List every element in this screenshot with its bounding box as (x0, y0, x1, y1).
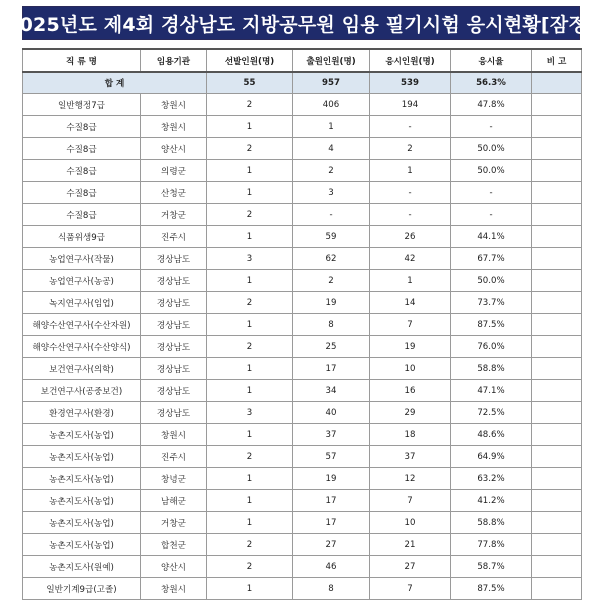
cell-attended: 29 (370, 402, 451, 424)
cell-agency: 양산시 (141, 138, 207, 160)
cell-note (532, 94, 582, 116)
cell-note (532, 138, 582, 160)
cell-selected: 1 (207, 160, 293, 182)
header-selected: 선발인원(명) (207, 49, 293, 72)
cell-rate: 58.7% (451, 556, 532, 578)
cell-applied: 17 (293, 490, 370, 512)
cell-agency: 창원시 (141, 94, 207, 116)
table-row (23, 468, 582, 490)
total-applied: 957 (293, 72, 370, 94)
table-body (23, 72, 582, 600)
total-rate: 56.3% (451, 72, 532, 94)
cell-attended: 16 (370, 380, 451, 402)
cell-rate: 50.0% (451, 270, 532, 292)
cell-rate: 47.1% (451, 380, 532, 402)
cell-note (532, 358, 582, 380)
table-row (23, 402, 582, 424)
cell-applied: 27 (293, 534, 370, 556)
title-banner (6, 6, 596, 40)
table-row (23, 556, 582, 578)
cell-selected: 2 (207, 446, 293, 468)
cell-note (532, 270, 582, 292)
cell-selected: 2 (207, 94, 293, 116)
cell-selected: 1 (207, 182, 293, 204)
cell-note (532, 116, 582, 138)
cell-job: 보건연구사(공중보건) (23, 380, 141, 402)
cell-rate: 73.7% (451, 292, 532, 314)
cell-rate: - (451, 204, 532, 226)
cell-note (532, 248, 582, 270)
cell-applied: 17 (293, 358, 370, 380)
cell-rate: 63.2% (451, 468, 532, 490)
cell-rate: 58.8% (451, 512, 532, 534)
table-row (23, 314, 582, 336)
cell-attended: 42 (370, 248, 451, 270)
cell-agency: 경상남도 (141, 292, 207, 314)
table-row (23, 160, 582, 182)
cell-note (532, 534, 582, 556)
cell-rate: - (451, 182, 532, 204)
table-header (23, 49, 582, 72)
cell-agency: 남해군 (141, 490, 207, 512)
cell-job: 보건연구사(의학) (23, 358, 141, 380)
cell-agency: 경상남도 (141, 380, 207, 402)
table-row (23, 512, 582, 534)
cell-agency: 거창군 (141, 512, 207, 534)
table-row (23, 116, 582, 138)
cell-note (532, 556, 582, 578)
header-note: 비 고 (532, 49, 582, 72)
cell-job: 해양수산연구사(수산자원) (23, 314, 141, 336)
cell-attended: 26 (370, 226, 451, 248)
table-row (23, 270, 582, 292)
header-job: 직 류 명 (23, 49, 141, 72)
cell-job: 일반기계9급(고졸) (23, 578, 141, 600)
cell-job: 식품위생9급 (23, 226, 141, 248)
total-selected: 55 (207, 72, 293, 94)
cell-applied: 37 (293, 424, 370, 446)
header-attended: 응시인원(명) (370, 49, 451, 72)
cell-attended: 2 (370, 138, 451, 160)
cell-job: 농촌지도사(농업) (23, 468, 141, 490)
header-rate: 응시율 (451, 49, 532, 72)
cell-agency: 경상남도 (141, 248, 207, 270)
cell-attended: - (370, 182, 451, 204)
cell-agency: 창녕군 (141, 468, 207, 490)
cell-applied: 19 (293, 468, 370, 490)
table-row (23, 578, 582, 600)
cell-applied: 34 (293, 380, 370, 402)
cell-selected: 2 (207, 138, 293, 160)
cell-job: 녹지연구사(임업) (23, 292, 141, 314)
cell-agency: 의령군 (141, 160, 207, 182)
cell-attended: 10 (370, 512, 451, 534)
cell-applied: 4 (293, 138, 370, 160)
total-label: 합 계 (23, 72, 207, 94)
cell-agency: 경상남도 (141, 336, 207, 358)
cell-selected: 1 (207, 226, 293, 248)
cell-note (532, 226, 582, 248)
cell-job: 농촌지도사(농업) (23, 446, 141, 468)
table-row (23, 182, 582, 204)
table-row (23, 380, 582, 402)
cell-note (532, 424, 582, 446)
cell-job: 수질8급 (23, 204, 141, 226)
table-row (23, 292, 582, 314)
cell-agency: 거창군 (141, 204, 207, 226)
cell-attended: 1 (370, 270, 451, 292)
cell-attended: 7 (370, 314, 451, 336)
cell-note (532, 314, 582, 336)
table-row (23, 490, 582, 512)
table-row (23, 138, 582, 160)
cell-selected: 1 (207, 116, 293, 138)
cell-rate: - (451, 116, 532, 138)
cell-rate: 87.5% (451, 314, 532, 336)
cell-applied: 62 (293, 248, 370, 270)
cell-job: 수질8급 (23, 182, 141, 204)
cell-attended: 12 (370, 468, 451, 490)
cell-job: 농촌지도사(농업) (23, 490, 141, 512)
header-row (23, 49, 582, 72)
cell-rate: 64.9% (451, 446, 532, 468)
cell-applied: 2 (293, 270, 370, 292)
cell-attended: 10 (370, 358, 451, 380)
cell-job: 농촌지도사(농업) (23, 512, 141, 534)
cell-note (532, 446, 582, 468)
cell-job: 수질8급 (23, 160, 141, 182)
total-row (23, 72, 582, 94)
cell-agency: 합천군 (141, 534, 207, 556)
total-attended: 539 (370, 72, 451, 94)
cell-rate: 47.8% (451, 94, 532, 116)
cell-attended: 27 (370, 556, 451, 578)
cell-applied: 3 (293, 182, 370, 204)
cell-note (532, 292, 582, 314)
cell-attended: 19 (370, 336, 451, 358)
cell-note (532, 468, 582, 490)
exam-status-table (22, 48, 582, 600)
cell-applied: 57 (293, 446, 370, 468)
cell-applied: 2 (293, 160, 370, 182)
cell-note (532, 336, 582, 358)
cell-applied: 17 (293, 512, 370, 534)
cell-note (532, 512, 582, 534)
table-row (23, 424, 582, 446)
cell-applied: 8 (293, 578, 370, 600)
cell-attended: - (370, 204, 451, 226)
cell-attended: 14 (370, 292, 451, 314)
cell-selected: 1 (207, 270, 293, 292)
cell-selected: 3 (207, 402, 293, 424)
page-title: 2025년도 제4회 경상남도 지방공무원 임용 필기시험 응시현황[잠정] (6, 13, 596, 36)
cell-selected: 2 (207, 556, 293, 578)
cell-job: 농촌지도사(농업) (23, 534, 141, 556)
cell-applied: - (293, 204, 370, 226)
total-note (532, 72, 582, 94)
cell-job: 농촌지도사(원예) (23, 556, 141, 578)
cell-selected: 1 (207, 424, 293, 446)
cell-job: 농업연구사(농공) (23, 270, 141, 292)
cell-note (532, 182, 582, 204)
cell-applied: 59 (293, 226, 370, 248)
cell-rate: 50.0% (451, 160, 532, 182)
cell-job: 환경연구사(환경) (23, 402, 141, 424)
cell-attended: 37 (370, 446, 451, 468)
cell-rate: 44.1% (451, 226, 532, 248)
cell-applied: 406 (293, 94, 370, 116)
cell-rate: 48.6% (451, 424, 532, 446)
cell-attended: 194 (370, 94, 451, 116)
cell-rate: 72.5% (451, 402, 532, 424)
cell-selected: 1 (207, 314, 293, 336)
cell-rate: 50.0% (451, 138, 532, 160)
cell-selected: 1 (207, 490, 293, 512)
cell-job: 일반행정7급 (23, 94, 141, 116)
cell-agency: 산청군 (141, 182, 207, 204)
cell-agency: 진주시 (141, 226, 207, 248)
cell-rate: 41.2% (451, 490, 532, 512)
cell-applied: 25 (293, 336, 370, 358)
cell-agency: 진주시 (141, 446, 207, 468)
table-row (23, 204, 582, 226)
table-row (23, 336, 582, 358)
cell-job: 수질8급 (23, 138, 141, 160)
cell-agency: 창원시 (141, 116, 207, 138)
cell-applied: 8 (293, 314, 370, 336)
cell-agency: 창원시 (141, 578, 207, 600)
cell-rate: 87.5% (451, 578, 532, 600)
cell-agency: 경상남도 (141, 314, 207, 336)
cell-selected: 2 (207, 204, 293, 226)
header-applied: 출원인원(명) (293, 49, 370, 72)
cell-attended: 18 (370, 424, 451, 446)
cell-attended: 7 (370, 578, 451, 600)
cell-job: 농촌지도사(농업) (23, 424, 141, 446)
cell-applied: 1 (293, 116, 370, 138)
cell-note (532, 160, 582, 182)
cell-note (532, 578, 582, 600)
cell-selected: 1 (207, 468, 293, 490)
cell-selected: 3 (207, 248, 293, 270)
cell-rate: 67.7% (451, 248, 532, 270)
table-row (23, 534, 582, 556)
cell-rate: 77.8% (451, 534, 532, 556)
cell-note (532, 380, 582, 402)
cell-agency: 경상남도 (141, 402, 207, 424)
header-agency: 임용기관 (141, 49, 207, 72)
cell-selected: 2 (207, 336, 293, 358)
cell-note (532, 402, 582, 424)
cell-attended: - (370, 116, 451, 138)
cell-note (532, 490, 582, 512)
cell-selected: 2 (207, 534, 293, 556)
cell-agency: 창원시 (141, 424, 207, 446)
table-row (23, 358, 582, 380)
cell-selected: 2 (207, 292, 293, 314)
cell-attended: 1 (370, 160, 451, 182)
cell-attended: 7 (370, 490, 451, 512)
cell-note (532, 204, 582, 226)
cell-selected: 1 (207, 380, 293, 402)
cell-selected: 1 (207, 512, 293, 534)
cell-job: 농업연구사(작물) (23, 248, 141, 270)
table-row (23, 248, 582, 270)
cell-job: 해양수산연구사(수산양식) (23, 336, 141, 358)
cell-selected: 1 (207, 578, 293, 600)
table-row (23, 94, 582, 116)
cell-applied: 19 (293, 292, 370, 314)
cell-agency: 경상남도 (141, 270, 207, 292)
cell-rate: 58.8% (451, 358, 532, 380)
cell-applied: 46 (293, 556, 370, 578)
cell-selected: 1 (207, 358, 293, 380)
cell-job: 수질8급 (23, 116, 141, 138)
table-row (23, 226, 582, 248)
cell-attended: 21 (370, 534, 451, 556)
cell-agency: 경상남도 (141, 358, 207, 380)
cell-rate: 76.0% (451, 336, 532, 358)
cell-agency: 양산시 (141, 556, 207, 578)
cell-applied: 40 (293, 402, 370, 424)
table-row (23, 446, 582, 468)
